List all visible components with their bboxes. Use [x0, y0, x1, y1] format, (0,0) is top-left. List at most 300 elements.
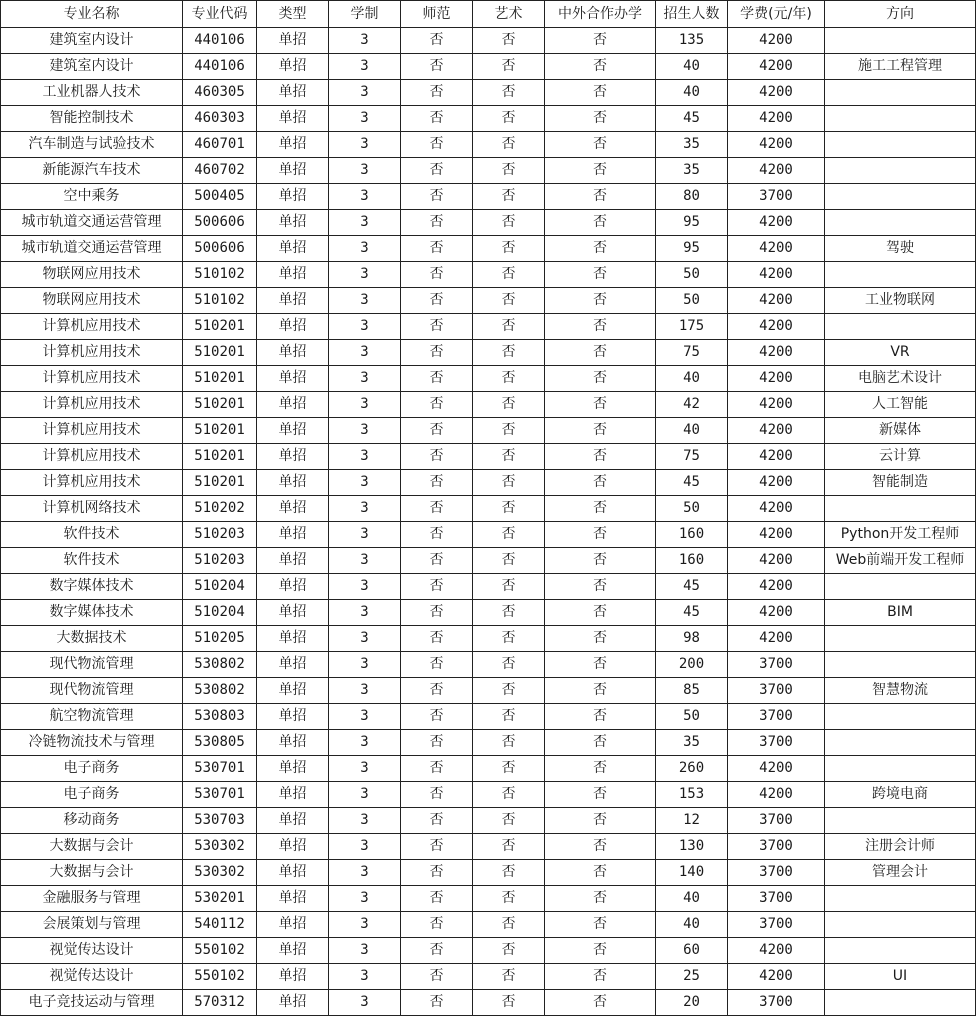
cell-teacher-training: 否 [401, 782, 473, 808]
cell-art: 否 [473, 938, 545, 964]
cell-art: 否 [473, 808, 545, 834]
cell-enrollment: 45 [656, 600, 728, 626]
cell-duration: 3 [329, 834, 401, 860]
cell-sino-foreign: 否 [545, 106, 656, 132]
table-row [1, 158, 976, 184]
cell-teacher-training: 否 [401, 288, 473, 314]
cell-tuition: 4200 [728, 522, 825, 548]
cell-tuition: 4200 [728, 158, 825, 184]
cell-teacher-training: 否 [401, 444, 473, 470]
cell-sino-foreign: 否 [545, 80, 656, 106]
cell-duration: 3 [329, 678, 401, 704]
cell-type: 单招 [257, 782, 329, 808]
cell-type: 单招 [257, 314, 329, 340]
cell-duration: 3 [329, 496, 401, 522]
cell-duration: 3 [329, 470, 401, 496]
cell-type: 单招 [257, 652, 329, 678]
cell-teacher-training: 否 [401, 184, 473, 210]
cell-teacher-training: 否 [401, 522, 473, 548]
cell-duration: 3 [329, 704, 401, 730]
cell-tuition: 4200 [728, 964, 825, 990]
cell-type: 单招 [257, 990, 329, 1016]
cell-major-name: 会展策划与管理 [1, 912, 183, 938]
cell-tuition: 4200 [728, 548, 825, 574]
cell-art: 否 [473, 548, 545, 574]
cell-major-name: 移动商务 [1, 808, 183, 834]
cell-enrollment: 35 [656, 132, 728, 158]
cell-major-code: 460305 [183, 80, 257, 106]
cell-type: 单招 [257, 158, 329, 184]
cell-duration: 3 [329, 574, 401, 600]
table-row [1, 522, 976, 548]
cell-tuition: 4200 [728, 366, 825, 392]
table-row [1, 886, 976, 912]
cell-sino-foreign: 否 [545, 418, 656, 444]
cell-direction [825, 496, 976, 522]
cell-tuition: 4200 [728, 132, 825, 158]
table-row [1, 262, 976, 288]
cell-enrollment: 95 [656, 210, 728, 236]
table-row [1, 860, 976, 886]
cell-tuition: 4200 [728, 340, 825, 366]
cell-major-code: 530302 [183, 860, 257, 886]
column-header-duration: 学制 [329, 1, 401, 28]
cell-teacher-training: 否 [401, 340, 473, 366]
cell-type: 单招 [257, 54, 329, 80]
cell-duration: 3 [329, 236, 401, 262]
cell-tuition: 4200 [728, 210, 825, 236]
cell-tuition: 3700 [728, 886, 825, 912]
cell-direction [825, 730, 976, 756]
cell-direction [825, 808, 976, 834]
cell-sino-foreign: 否 [545, 964, 656, 990]
cell-sino-foreign: 否 [545, 470, 656, 496]
table-row [1, 834, 976, 860]
cell-major-code: 500606 [183, 236, 257, 262]
cell-art: 否 [473, 496, 545, 522]
cell-direction: 注册会计师 [825, 834, 976, 860]
cell-sino-foreign: 否 [545, 548, 656, 574]
cell-tuition: 4200 [728, 28, 825, 54]
cell-tuition: 4200 [728, 314, 825, 340]
cell-type: 单招 [257, 730, 329, 756]
table-row [1, 106, 976, 132]
cell-duration: 3 [329, 210, 401, 236]
cell-sino-foreign: 否 [545, 990, 656, 1016]
cell-direction: 施工工程管理 [825, 54, 976, 80]
cell-enrollment: 40 [656, 912, 728, 938]
cell-major-code: 530802 [183, 678, 257, 704]
cell-art: 否 [473, 834, 545, 860]
cell-teacher-training: 否 [401, 366, 473, 392]
cell-duration: 3 [329, 886, 401, 912]
cell-tuition: 4200 [728, 938, 825, 964]
cell-type: 单招 [257, 340, 329, 366]
cell-type: 单招 [257, 28, 329, 54]
cell-major-code: 540112 [183, 912, 257, 938]
cell-duration: 3 [329, 652, 401, 678]
cell-tuition: 4200 [728, 756, 825, 782]
cell-teacher-training: 否 [401, 574, 473, 600]
column-header-sino-foreign: 中外合作办学 [545, 1, 656, 28]
cell-sino-foreign: 否 [545, 184, 656, 210]
table-row [1, 496, 976, 522]
cell-art: 否 [473, 236, 545, 262]
cell-major-code: 440106 [183, 28, 257, 54]
cell-teacher-training: 否 [401, 262, 473, 288]
cell-major-name: 大数据与会计 [1, 834, 183, 860]
cell-duration: 3 [329, 54, 401, 80]
cell-major-code: 500405 [183, 184, 257, 210]
cell-major-code: 530701 [183, 756, 257, 782]
cell-sino-foreign: 否 [545, 496, 656, 522]
cell-art: 否 [473, 418, 545, 444]
cell-major-code: 460702 [183, 158, 257, 184]
cell-type: 单招 [257, 132, 329, 158]
cell-sino-foreign: 否 [545, 366, 656, 392]
cell-enrollment: 40 [656, 80, 728, 106]
table-row [1, 548, 976, 574]
cell-major-name: 大数据技术 [1, 626, 183, 652]
cell-art: 否 [473, 990, 545, 1016]
cell-art: 否 [473, 704, 545, 730]
cell-tuition: 4200 [728, 236, 825, 262]
cell-art: 否 [473, 574, 545, 600]
cell-type: 单招 [257, 834, 329, 860]
cell-major-name: 大数据与会计 [1, 860, 183, 886]
table-row [1, 418, 976, 444]
cell-sino-foreign: 否 [545, 678, 656, 704]
cell-tuition: 3700 [728, 704, 825, 730]
cell-tuition: 3700 [728, 678, 825, 704]
cell-enrollment: 42 [656, 392, 728, 418]
cell-art: 否 [473, 184, 545, 210]
cell-major-code: 550102 [183, 938, 257, 964]
cell-enrollment: 135 [656, 28, 728, 54]
cell-enrollment: 45 [656, 106, 728, 132]
cell-type: 单招 [257, 184, 329, 210]
cell-tuition: 3700 [728, 860, 825, 886]
cell-sino-foreign: 否 [545, 132, 656, 158]
table-row [1, 756, 976, 782]
cell-sino-foreign: 否 [545, 210, 656, 236]
cell-tuition: 3700 [728, 912, 825, 938]
cell-major-name: 城市轨道交通运营管理 [1, 210, 183, 236]
cell-major-name: 金融服务与管理 [1, 886, 183, 912]
cell-major-code: 510102 [183, 288, 257, 314]
cell-direction [825, 626, 976, 652]
cell-type: 单招 [257, 548, 329, 574]
cell-major-code: 440106 [183, 54, 257, 80]
cell-tuition: 4200 [728, 262, 825, 288]
cell-enrollment: 153 [656, 782, 728, 808]
cell-teacher-training: 否 [401, 912, 473, 938]
cell-major-name: 现代物流管理 [1, 652, 183, 678]
cell-direction: 跨境电商 [825, 782, 976, 808]
cell-duration: 3 [329, 288, 401, 314]
cell-art: 否 [473, 288, 545, 314]
table-row [1, 782, 976, 808]
cell-teacher-training: 否 [401, 808, 473, 834]
cell-teacher-training: 否 [401, 106, 473, 132]
cell-sino-foreign: 否 [545, 340, 656, 366]
cell-duration: 3 [329, 392, 401, 418]
cell-major-name: 计算机应用技术 [1, 392, 183, 418]
cell-art: 否 [473, 392, 545, 418]
cell-direction: 人工智能 [825, 392, 976, 418]
cell-sino-foreign: 否 [545, 236, 656, 262]
cell-art: 否 [473, 366, 545, 392]
cell-art: 否 [473, 626, 545, 652]
table-row [1, 704, 976, 730]
cell-sino-foreign: 否 [545, 158, 656, 184]
cell-sino-foreign: 否 [545, 730, 656, 756]
column-header-major-name: 专业名称 [1, 1, 183, 28]
cell-tuition: 3700 [728, 808, 825, 834]
table-row [1, 210, 976, 236]
table-row [1, 626, 976, 652]
cell-teacher-training: 否 [401, 652, 473, 678]
cell-art: 否 [473, 470, 545, 496]
cell-sino-foreign: 否 [545, 626, 656, 652]
cell-major-name: 城市轨道交通运营管理 [1, 236, 183, 262]
cell-direction: 电脑艺术设计 [825, 366, 976, 392]
cell-art: 否 [473, 652, 545, 678]
column-header-enrollment: 招生人数 [656, 1, 728, 28]
cell-enrollment: 50 [656, 262, 728, 288]
cell-direction [825, 132, 976, 158]
cell-type: 单招 [257, 574, 329, 600]
cell-major-code: 510204 [183, 600, 257, 626]
cell-type: 单招 [257, 288, 329, 314]
cell-tuition: 4200 [728, 574, 825, 600]
cell-major-name: 电子商务 [1, 756, 183, 782]
cell-sino-foreign: 否 [545, 704, 656, 730]
cell-sino-foreign: 否 [545, 834, 656, 860]
cell-direction: Web前端开发工程师 [825, 548, 976, 574]
table-row [1, 80, 976, 106]
cell-tuition: 4200 [728, 106, 825, 132]
cell-art: 否 [473, 28, 545, 54]
cell-duration: 3 [329, 626, 401, 652]
cell-type: 单招 [257, 106, 329, 132]
cell-type: 单招 [257, 236, 329, 262]
cell-direction [825, 652, 976, 678]
cell-enrollment: 160 [656, 548, 728, 574]
cell-sino-foreign: 否 [545, 522, 656, 548]
table-header [1, 1, 976, 28]
cell-tuition: 3700 [728, 834, 825, 860]
cell-art: 否 [473, 600, 545, 626]
cell-type: 单招 [257, 600, 329, 626]
cell-direction [825, 28, 976, 54]
cell-major-name: 计算机应用技术 [1, 444, 183, 470]
cell-direction: 云计算 [825, 444, 976, 470]
cell-enrollment: 98 [656, 626, 728, 652]
table-row [1, 54, 976, 80]
cell-art: 否 [473, 210, 545, 236]
cell-major-code: 530802 [183, 652, 257, 678]
cell-type: 单招 [257, 886, 329, 912]
cell-art: 否 [473, 132, 545, 158]
cell-major-name: 新能源汽车技术 [1, 158, 183, 184]
cell-art: 否 [473, 54, 545, 80]
cell-sino-foreign: 否 [545, 938, 656, 964]
cell-enrollment: 80 [656, 184, 728, 210]
column-header-teacher-training: 师范 [401, 1, 473, 28]
cell-major-code: 510204 [183, 574, 257, 600]
cell-direction: 管理会计 [825, 860, 976, 886]
column-header-art: 艺术 [473, 1, 545, 28]
cell-major-name: 航空物流管理 [1, 704, 183, 730]
cell-major-name: 电子竞技运动与管理 [1, 990, 183, 1016]
cell-teacher-training: 否 [401, 158, 473, 184]
cell-art: 否 [473, 262, 545, 288]
cell-sino-foreign: 否 [545, 314, 656, 340]
cell-major-name: 空中乘务 [1, 184, 183, 210]
cell-duration: 3 [329, 756, 401, 782]
cell-duration: 3 [329, 548, 401, 574]
cell-major-code: 530805 [183, 730, 257, 756]
cell-type: 单招 [257, 470, 329, 496]
cell-art: 否 [473, 340, 545, 366]
cell-major-name: 视觉传达设计 [1, 964, 183, 990]
cell-tuition: 3700 [728, 184, 825, 210]
cell-type: 单招 [257, 522, 329, 548]
cell-duration: 3 [329, 418, 401, 444]
cell-tuition: 3700 [728, 730, 825, 756]
cell-art: 否 [473, 756, 545, 782]
cell-enrollment: 200 [656, 652, 728, 678]
cell-type: 单招 [257, 444, 329, 470]
cell-art: 否 [473, 678, 545, 704]
cell-teacher-training: 否 [401, 418, 473, 444]
cell-major-name: 计算机网络技术 [1, 496, 183, 522]
cell-direction [825, 106, 976, 132]
cell-enrollment: 260 [656, 756, 728, 782]
cell-duration: 3 [329, 444, 401, 470]
cell-sino-foreign: 否 [545, 288, 656, 314]
cell-type: 单招 [257, 704, 329, 730]
cell-type: 单招 [257, 808, 329, 834]
cell-duration: 3 [329, 366, 401, 392]
table-row [1, 990, 976, 1016]
table-row [1, 730, 976, 756]
cell-duration: 3 [329, 600, 401, 626]
header-row [1, 1, 976, 28]
cell-major-name: 软件技术 [1, 522, 183, 548]
cell-duration: 3 [329, 912, 401, 938]
cell-sino-foreign: 否 [545, 808, 656, 834]
cell-tuition: 4200 [728, 418, 825, 444]
cell-direction: VR [825, 340, 976, 366]
cell-art: 否 [473, 730, 545, 756]
cell-teacher-training: 否 [401, 886, 473, 912]
cell-duration: 3 [329, 80, 401, 106]
cell-major-name: 现代物流管理 [1, 678, 183, 704]
cell-teacher-training: 否 [401, 626, 473, 652]
cell-art: 否 [473, 964, 545, 990]
cell-teacher-training: 否 [401, 704, 473, 730]
table-row [1, 574, 976, 600]
cell-teacher-training: 否 [401, 210, 473, 236]
cell-sino-foreign: 否 [545, 392, 656, 418]
cell-sino-foreign: 否 [545, 652, 656, 678]
cell-major-code: 460701 [183, 132, 257, 158]
cell-major-name: 计算机应用技术 [1, 314, 183, 340]
table-row [1, 28, 976, 54]
cell-sino-foreign: 否 [545, 574, 656, 600]
cell-major-code: 510203 [183, 522, 257, 548]
cell-duration: 3 [329, 184, 401, 210]
cell-art: 否 [473, 912, 545, 938]
cell-duration: 3 [329, 28, 401, 54]
cell-enrollment: 45 [656, 470, 728, 496]
cell-art: 否 [473, 444, 545, 470]
cell-duration: 3 [329, 262, 401, 288]
cell-teacher-training: 否 [401, 964, 473, 990]
cell-tuition: 3700 [728, 652, 825, 678]
cell-sino-foreign: 否 [545, 262, 656, 288]
cell-art: 否 [473, 886, 545, 912]
cell-teacher-training: 否 [401, 392, 473, 418]
cell-major-name: 计算机应用技术 [1, 418, 183, 444]
cell-major-name: 建筑室内设计 [1, 28, 183, 54]
table-row [1, 964, 976, 990]
cell-type: 单招 [257, 392, 329, 418]
table-row [1, 288, 976, 314]
table-row [1, 366, 976, 392]
cell-enrollment: 35 [656, 158, 728, 184]
cell-art: 否 [473, 860, 545, 886]
table-row [1, 340, 976, 366]
cell-enrollment: 75 [656, 340, 728, 366]
table-row [1, 314, 976, 340]
table-row [1, 938, 976, 964]
cell-type: 单招 [257, 626, 329, 652]
cell-tuition: 4200 [728, 392, 825, 418]
cell-direction [825, 80, 976, 106]
cell-duration: 3 [329, 808, 401, 834]
cell-duration: 3 [329, 158, 401, 184]
table-row [1, 470, 976, 496]
column-header-direction: 方向 [825, 1, 976, 28]
cell-type: 单招 [257, 80, 329, 106]
cell-major-name: 计算机应用技术 [1, 470, 183, 496]
table-row [1, 444, 976, 470]
cell-teacher-training: 否 [401, 80, 473, 106]
cell-major-code: 460303 [183, 106, 257, 132]
cell-enrollment: 95 [656, 236, 728, 262]
cell-tuition: 4200 [728, 444, 825, 470]
cell-enrollment: 50 [656, 496, 728, 522]
cell-major-name: 冷链物流技术与管理 [1, 730, 183, 756]
cell-teacher-training: 否 [401, 470, 473, 496]
cell-teacher-training: 否 [401, 496, 473, 522]
cell-major-name: 电子商务 [1, 782, 183, 808]
cell-major-name: 物联网应用技术 [1, 288, 183, 314]
cell-art: 否 [473, 158, 545, 184]
cell-type: 单招 [257, 262, 329, 288]
cell-major-code: 510201 [183, 340, 257, 366]
cell-major-code: 550102 [183, 964, 257, 990]
cell-tuition: 4200 [728, 626, 825, 652]
cell-direction [825, 990, 976, 1016]
cell-major-name: 软件技术 [1, 548, 183, 574]
cell-tuition: 4200 [728, 600, 825, 626]
cell-major-code: 510201 [183, 470, 257, 496]
cell-enrollment: 85 [656, 678, 728, 704]
